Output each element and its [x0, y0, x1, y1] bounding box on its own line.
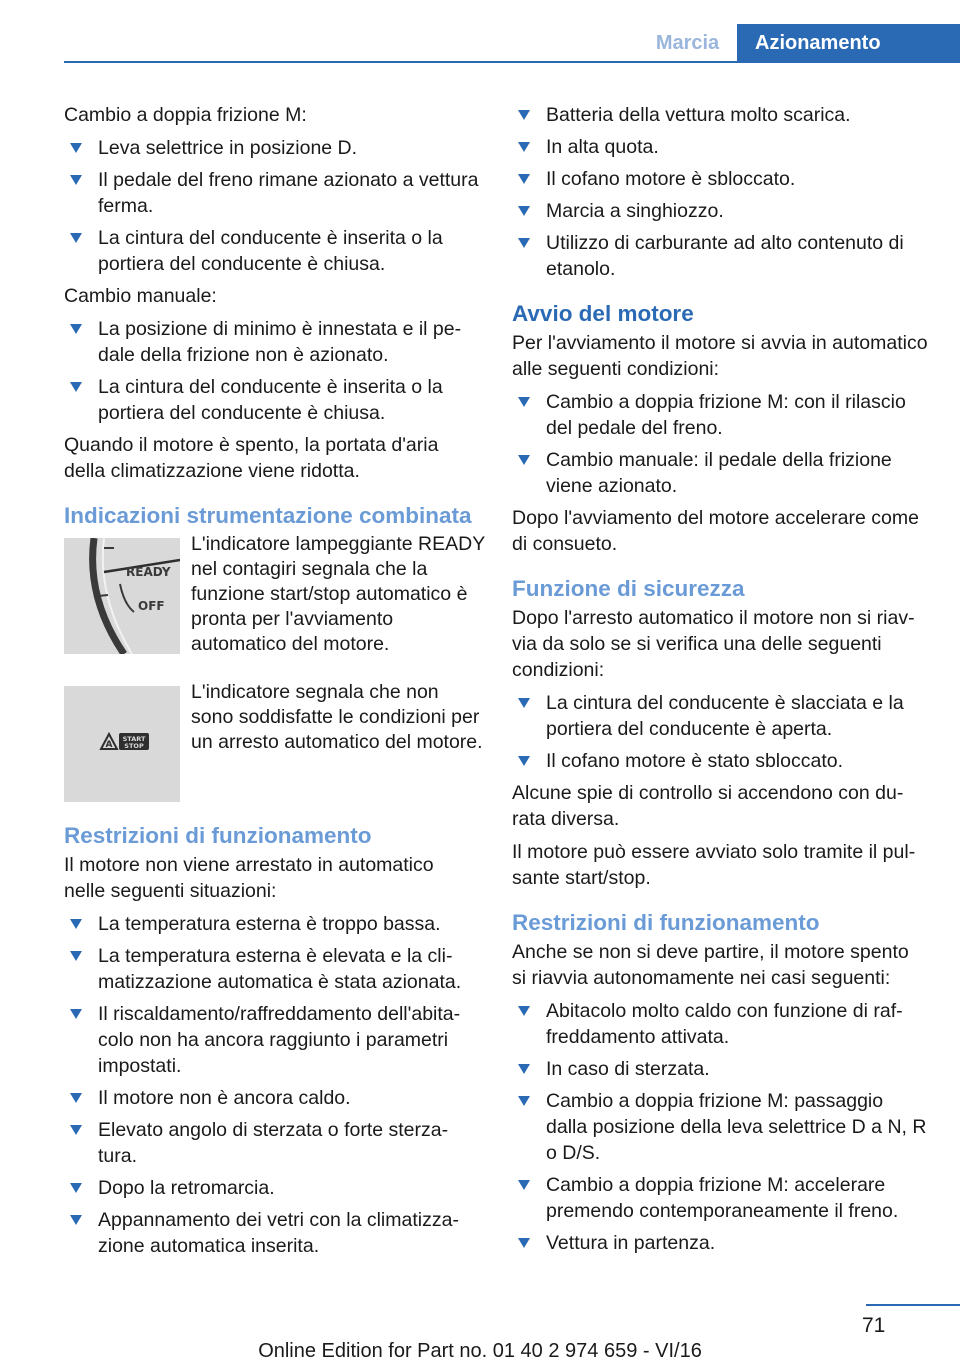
list-item: Utilizzo di carburante ad alto contenuto di etanolo.	[512, 230, 928, 282]
triangle-bullet-icon	[518, 238, 530, 248]
triangle-bullet-icon	[518, 1064, 530, 1074]
indicator-ready-block	[64, 533, 485, 655]
dct-list	[64, 135, 480, 277]
list-item: Cambio a doppia frizione M: con il rilascio del pedale del freno.	[512, 389, 928, 441]
section-tab-azionamento[interactable]: Azionamento	[737, 24, 960, 62]
list-item: Cambio a doppia frizione M: accelerare premendo contemporaneamente il freno.	[512, 1172, 928, 1224]
section-tab-marcia[interactable]: Marcia	[655, 32, 720, 54]
triangle-bullet-icon	[70, 919, 82, 929]
edition-footer: Online Edition for Part no. 01 40 2 974 659 - VI/16	[258, 1340, 702, 1362]
triangle-bullet-icon	[70, 1125, 82, 1135]
list-item: La cintura del conducente è inserita o la portiera del conducente è chiusa.	[64, 225, 480, 277]
footer-rule	[866, 1304, 960, 1306]
triangle-bullet-icon	[70, 143, 82, 153]
list-item: La temperatura esterna è elevata e la climatizzazione automatica è stata azionata.	[64, 943, 480, 995]
safety-list	[512, 690, 928, 774]
triangle-bullet-icon	[518, 397, 530, 407]
start-note: Dopo l'avviamento del motore accelerare come di consueto.	[512, 507, 919, 555]
list-item: Abitacolo molto caldo con funzione di raffreddamento attivata.	[512, 998, 928, 1050]
list-item: Elevato angolo di sterzata o forte sterzatura.	[64, 1117, 480, 1169]
indicator-startstop-text: L'indicatore segnala che non sono soddisfatte le condizioni per un arresto automatico del motore.	[191, 681, 483, 753]
manual-list	[64, 316, 480, 426]
list-item: La cintura del conducente è slacciata e la portiera del conducente è aperta.	[512, 690, 928, 742]
safety-note-2: Il motore può essere avviato solo tramite il pulsante start/stop.	[512, 841, 916, 889]
triangle-bullet-icon	[518, 1006, 530, 1016]
heading-safety: Funzione di sicurezza	[512, 576, 745, 601]
left-column	[64, 102, 485, 1265]
page-number: 71	[862, 1314, 886, 1337]
triangle-bullet-icon	[518, 206, 530, 216]
list-item: Il pedale del freno rimane azionato a vettura ferma.	[64, 167, 480, 219]
list-item: La posizione di minimo è innestata e il pedale della frizione non è azionato.	[64, 316, 480, 368]
heading-engine-start: Avvio del motore	[512, 301, 694, 326]
right-column	[512, 102, 928, 1262]
triangle-bullet-icon	[518, 1238, 530, 1248]
list-item: Leva selettrice in posizione D.	[64, 135, 480, 161]
safety-intro: Dopo l'arresto automatico il motore non si riavvia da solo se si verifica una delle seguenti condizioni:	[512, 607, 915, 681]
list-item: Il riscaldamento/raffreddamento dell'abitacolo non ha ancora raggiunto i parametri impostati.	[64, 1001, 480, 1079]
tachometer-ready-image	[64, 538, 180, 654]
conditions-list	[512, 102, 928, 282]
list-item: Il cofano motore è sbloccato.	[512, 166, 928, 192]
header-rule	[64, 61, 960, 63]
triangle-bullet-icon	[518, 1180, 530, 1190]
list-item: Il cofano motore è stato sbloccato.	[512, 748, 928, 774]
safety-note-1: Alcune spie di controllo si accendono con durata diversa.	[512, 782, 904, 830]
indicator-ready-text: L'indicatore lampeggiante READY nel contagiri segnala che la funzione start/stop automatico è pronta per l'avviamento automatico del motore.	[191, 533, 485, 655]
list-item: Il motore non è ancora caldo.	[64, 1085, 480, 1111]
list-item: Appannamento dei vetri con la climatizzazione automatica inserita.	[64, 1207, 480, 1259]
heading-restrictions: Restrizioni di funzionamento	[64, 823, 372, 848]
triangle-bullet-icon	[518, 174, 530, 184]
triangle-bullet-icon	[518, 142, 530, 152]
list-item: La temperatura esterna è troppo bassa.	[64, 911, 480, 937]
triangle-bullet-icon	[70, 175, 82, 185]
list-item: Vettura in partenza.	[512, 1230, 928, 1256]
list-item: Marcia a singhiozzo.	[512, 198, 928, 224]
triangle-bullet-icon	[70, 1009, 82, 1019]
list-item: Cambio manuale: il pedale della frizione viene azionato.	[512, 447, 928, 499]
climate-note: Quando il motore è spento, la portata d'aria della climatizzazione viene ridotta.	[64, 434, 439, 482]
restrictions2-intro: Anche se non si deve partire, il motore spento si riavvia autonomamente nei casi seguenti:	[512, 941, 909, 989]
triangle-bullet-icon	[518, 1096, 530, 1106]
triangle-bullet-icon	[518, 110, 530, 120]
list-item: In alta quota.	[512, 134, 928, 160]
restrictions-intro: Il motore non viene arrestato in automatico nelle seguenti situazioni:	[64, 854, 434, 902]
triangle-bullet-icon	[518, 756, 530, 766]
heading-indicators: Indicazioni strumentazione combinata	[64, 503, 472, 528]
page-header	[0, 0, 960, 62]
triangle-bullet-icon	[70, 233, 82, 243]
triangle-bullet-icon	[70, 1093, 82, 1103]
list-item: Cambio a doppia frizione M: passaggio dalla posizione della leva selettrice D a N, R o D/S.	[512, 1088, 928, 1166]
list-item: Dopo la retromarcia.	[64, 1175, 480, 1201]
triangle-bullet-icon	[70, 382, 82, 392]
triangle-bullet-icon	[518, 455, 530, 465]
list-item: In caso di sterzata.	[512, 1056, 928, 1082]
restrictions-list	[64, 911, 480, 1259]
restrictions2-list	[512, 998, 928, 1256]
heading-restrictions-2: Restrizioni di funzionamento	[512, 910, 820, 935]
start-symbol-label: START	[122, 735, 146, 743]
triangle-bullet-icon	[70, 1183, 82, 1193]
stop-symbol-label: STOP	[124, 742, 144, 750]
triangle-bullet-icon	[70, 1215, 82, 1225]
triangle-bullet-icon	[518, 698, 530, 708]
manual-intro: Cambio manuale:	[64, 285, 217, 307]
triangle-bullet-icon	[70, 951, 82, 961]
gauge-off-label: OFF	[138, 599, 165, 613]
start-list	[512, 389, 928, 499]
triangle-bullet-icon	[70, 324, 82, 334]
dct-intro: Cambio a doppia frizione M:	[64, 104, 307, 126]
svg-text:A: A	[105, 740, 113, 750]
list-item: Batteria della vettura molto scarica.	[512, 102, 928, 128]
indicator-startstop-block	[64, 681, 483, 802]
start-intro: Per l'avviamento il motore si avvia in automatico alle seguenti condizioni:	[512, 332, 928, 380]
list-item: La cintura del conducente è inserita o la portiera del conducente è chiusa.	[64, 374, 480, 426]
gauge-ready-label: READY	[126, 565, 171, 579]
start-stop-warning-image	[64, 686, 180, 802]
